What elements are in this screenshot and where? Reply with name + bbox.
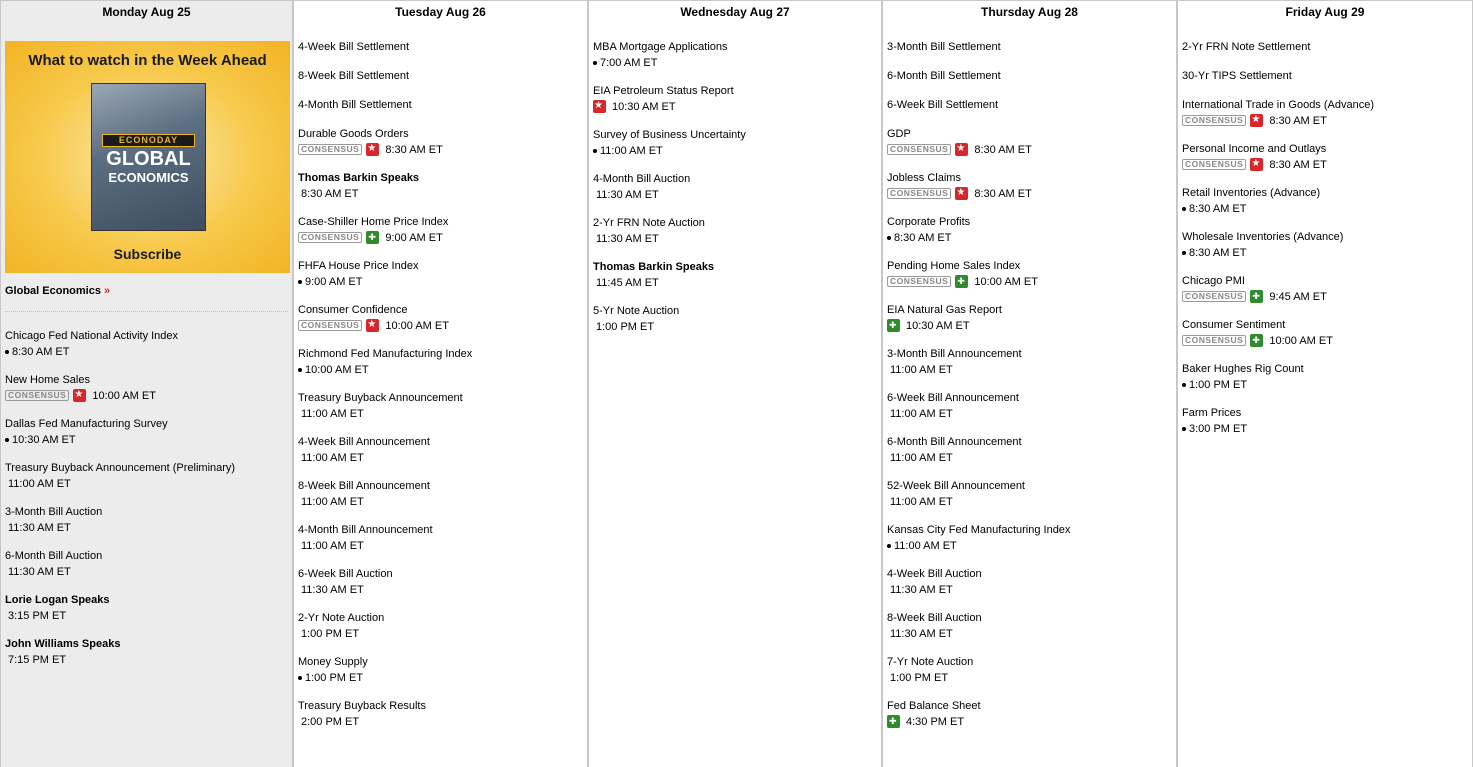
event-meta bbox=[298, 186, 587, 201]
event-meta bbox=[1182, 113, 1472, 128]
event-meta bbox=[887, 406, 1176, 421]
event-item[interactable] bbox=[5, 593, 292, 623]
event-time: 7:15 PM ET bbox=[8, 653, 67, 666]
day-header: Thursday Aug 28 bbox=[981, 5, 1078, 19]
event-name-link[interactable]: 8-Week Bill Auction bbox=[887, 612, 982, 624]
consensus-badge[interactable]: CONSENSUS bbox=[887, 276, 951, 287]
event-meta bbox=[5, 564, 292, 579]
event-meta bbox=[298, 626, 587, 641]
bullet-dot-icon bbox=[298, 280, 302, 284]
event-name-link[interactable]: Durable Goods Orders bbox=[298, 128, 409, 140]
day-column-monday bbox=[0, 1, 293, 767]
event-item[interactable] bbox=[298, 435, 587, 465]
event-time: 11:00 AM ET bbox=[301, 495, 364, 508]
event-meta bbox=[298, 142, 587, 157]
event-item[interactable] bbox=[887, 40, 1176, 55]
event-item[interactable] bbox=[887, 611, 1176, 641]
event-meta bbox=[298, 274, 587, 289]
merit-plus-icon[interactable] bbox=[366, 231, 379, 244]
event-name-link[interactable]: Lorie Logan Speaks bbox=[5, 594, 110, 606]
consensus-badge[interactable]: CONSENSUS bbox=[298, 232, 362, 243]
merit-plus-icon[interactable] bbox=[887, 319, 900, 332]
event-item[interactable] bbox=[887, 69, 1176, 84]
event-item[interactable] bbox=[593, 84, 881, 114]
event-name-link[interactable]: 5-Yr Note Auction bbox=[593, 305, 680, 317]
event-meta bbox=[593, 275, 881, 290]
event-meta bbox=[1182, 201, 1472, 216]
event-item[interactable] bbox=[5, 417, 292, 447]
event-meta bbox=[5, 432, 292, 447]
event-name-link[interactable]: Jobless Claims bbox=[887, 172, 961, 184]
bullet-dot-icon bbox=[593, 149, 597, 153]
event-time: 11:00 AM ET bbox=[600, 144, 663, 157]
event-item[interactable] bbox=[887, 347, 1176, 377]
event-item[interactable] bbox=[593, 40, 881, 70]
event-item[interactable] bbox=[1182, 98, 1472, 128]
event-item[interactable] bbox=[298, 69, 587, 84]
event-name-link[interactable]: 4-Month Bill Settlement bbox=[298, 99, 412, 111]
merit-plus-icon[interactable] bbox=[1250, 334, 1263, 347]
promo-title: What to watch in the Week Ahead bbox=[28, 52, 267, 69]
event-list bbox=[883, 23, 1176, 729]
event-item[interactable] bbox=[5, 505, 292, 535]
event-item[interactable] bbox=[593, 304, 881, 334]
event-name-link[interactable]: New Home Sales bbox=[5, 374, 90, 386]
event-item[interactable] bbox=[887, 479, 1176, 509]
event-time: 1:00 PM ET bbox=[890, 671, 949, 684]
consensus-badge[interactable]: CONSENSUS bbox=[1182, 335, 1246, 346]
event-time: 1:00 PM ET bbox=[596, 320, 655, 333]
event-meta bbox=[593, 187, 881, 202]
bullet-dot-icon bbox=[1182, 383, 1186, 387]
event-time: 11:00 AM ET bbox=[301, 451, 364, 464]
event-meta bbox=[5, 476, 292, 491]
event-name-link[interactable]: John Williams Speaks bbox=[5, 638, 121, 650]
divider bbox=[5, 311, 288, 312]
event-item[interactable] bbox=[298, 347, 587, 377]
event-name-link[interactable]: 8-Week Bill Settlement bbox=[298, 70, 410, 82]
event-item[interactable] bbox=[887, 127, 1176, 157]
market-mover-star-icon[interactable] bbox=[955, 187, 968, 200]
event-name-link[interactable]: 6-Month Bill Auction bbox=[5, 550, 103, 562]
event-meta bbox=[593, 231, 881, 246]
market-mover-star-icon[interactable] bbox=[366, 143, 379, 156]
event-time: 11:00 AM ET bbox=[8, 477, 71, 490]
consensus-badge[interactable]: CONSENSUS bbox=[1182, 291, 1246, 302]
event-name-link[interactable]: Richmond Fed Manufacturing Index bbox=[298, 348, 473, 360]
event-meta bbox=[298, 318, 587, 333]
event-item[interactable] bbox=[593, 172, 881, 202]
event-name-link[interactable]: 6-Week Bill Announcement bbox=[887, 392, 1019, 404]
event-name-link[interactable]: 4-Week Bill Settlement bbox=[298, 41, 410, 53]
event-name-link[interactable]: 3-Month Bill Auction bbox=[5, 506, 103, 518]
day-header: Monday Aug 25 bbox=[102, 5, 191, 19]
event-time: 1:00 PM ET bbox=[1189, 378, 1248, 391]
event-name-link[interactable]: Consumer Sentiment bbox=[1182, 319, 1286, 331]
event-item[interactable] bbox=[593, 128, 881, 158]
event-meta bbox=[1182, 333, 1472, 348]
event-name-link[interactable]: Treasury Buyback Announcement (Preliminary) bbox=[5, 462, 236, 474]
event-name-link[interactable]: 6-Week Bill Auction bbox=[298, 568, 393, 580]
event-time: 11:00 AM ET bbox=[301, 407, 364, 420]
event-item[interactable] bbox=[5, 637, 292, 667]
event-meta bbox=[887, 186, 1176, 201]
event-name-link[interactable]: 6-Month Bill Announcement bbox=[887, 436, 1022, 448]
event-meta bbox=[887, 626, 1176, 641]
event-time: 10:30 AM ET bbox=[906, 319, 970, 332]
chevron-right-icon: » bbox=[104, 285, 111, 297]
event-meta bbox=[1182, 289, 1472, 304]
event-time: 11:00 AM ET bbox=[890, 407, 953, 420]
event-time: 11:00 AM ET bbox=[301, 539, 364, 552]
event-item[interactable] bbox=[887, 303, 1176, 333]
event-item[interactable] bbox=[1182, 186, 1472, 216]
bullet-dot-icon bbox=[593, 61, 597, 65]
event-time: 8:30 AM ET bbox=[974, 187, 1032, 200]
event-name-link[interactable]: 4-Week Bill Announcement bbox=[298, 436, 430, 448]
consensus-badge[interactable]: CONSENSUS bbox=[887, 144, 951, 155]
event-meta bbox=[5, 608, 292, 623]
market-mover-star-icon[interactable] bbox=[1250, 158, 1263, 171]
merit-plus-icon[interactable] bbox=[955, 275, 968, 288]
event-item[interactable] bbox=[593, 216, 881, 246]
event-item[interactable] bbox=[298, 171, 587, 201]
event-item[interactable] bbox=[298, 391, 587, 421]
event-name-link[interactable]: EIA Natural Gas Report bbox=[887, 304, 1002, 316]
cover-title-line1: GLOBAL bbox=[106, 148, 191, 170]
event-item[interactable] bbox=[887, 655, 1176, 685]
event-item[interactable] bbox=[5, 373, 292, 403]
consensus-badge[interactable]: CONSENSUS bbox=[1182, 115, 1246, 126]
consensus-badge[interactable]: CONSENSUS bbox=[1182, 159, 1246, 170]
event-time: 8:30 AM ET bbox=[385, 143, 443, 156]
event-item[interactable] bbox=[887, 699, 1176, 729]
bullet-dot-icon bbox=[5, 438, 9, 442]
market-mover-star-icon[interactable] bbox=[593, 100, 606, 113]
merit-plus-icon[interactable] bbox=[887, 715, 900, 728]
event-meta bbox=[887, 450, 1176, 465]
consensus-badge[interactable]: CONSENSUS bbox=[298, 320, 362, 331]
event-time: 3:15 PM ET bbox=[8, 609, 67, 622]
event-item[interactable] bbox=[1182, 69, 1472, 84]
event-time: 3:00 PM ET bbox=[1189, 422, 1248, 435]
event-name-link[interactable]: Treasury Buyback Announcement bbox=[298, 392, 463, 404]
event-item[interactable] bbox=[887, 523, 1176, 553]
event-name-link[interactable]: Treasury Buyback Results bbox=[298, 700, 426, 712]
event-item[interactable] bbox=[887, 391, 1176, 421]
event-meta bbox=[5, 520, 292, 535]
event-time: 8:30 AM ET bbox=[1189, 246, 1247, 259]
event-name-link[interactable]: Corporate Profits bbox=[887, 216, 971, 228]
day-column-thursday bbox=[882, 1, 1177, 767]
event-time: 11:30 AM ET bbox=[890, 627, 953, 640]
event-time: 10:00 AM ET bbox=[92, 389, 156, 402]
event-meta bbox=[887, 582, 1176, 597]
event-list bbox=[1, 329, 292, 667]
bullet-dot-icon bbox=[887, 544, 891, 548]
event-meta bbox=[298, 494, 587, 509]
event-item[interactable] bbox=[5, 329, 292, 359]
event-item[interactable] bbox=[1182, 40, 1472, 55]
event-list bbox=[294, 23, 587, 729]
event-name-link[interactable]: 7-Yr Note Auction bbox=[887, 656, 974, 668]
event-name-link[interactable]: Thomas Barkin Speaks bbox=[593, 261, 715, 273]
bullet-dot-icon bbox=[1182, 251, 1186, 255]
cover-title-line2: ECONOMICS bbox=[108, 170, 189, 185]
event-item[interactable] bbox=[298, 40, 587, 55]
week-ahead-promo[interactable] bbox=[5, 41, 290, 273]
event-item[interactable] bbox=[1182, 362, 1472, 392]
day-header: Wednesday Aug 27 bbox=[680, 5, 790, 19]
market-mover-star-icon[interactable] bbox=[73, 389, 86, 402]
event-time: 11:30 AM ET bbox=[890, 583, 953, 596]
event-meta bbox=[1182, 421, 1472, 436]
event-name-link[interactable]: 2-Yr Note Auction bbox=[298, 612, 385, 624]
event-time: 11:30 AM ET bbox=[596, 232, 659, 245]
event-item[interactable] bbox=[593, 260, 881, 290]
event-item[interactable] bbox=[5, 549, 292, 579]
event-meta bbox=[5, 652, 292, 667]
event-meta bbox=[298, 450, 587, 465]
day-column-friday bbox=[1177, 1, 1473, 767]
event-name-link[interactable]: Money Supply bbox=[298, 656, 368, 668]
event-time: 10:00 AM ET bbox=[305, 363, 369, 376]
event-item[interactable] bbox=[887, 567, 1176, 597]
global-economics-link-label: Global Economics bbox=[5, 285, 101, 297]
global-economics-cover-image bbox=[91, 83, 206, 231]
event-name-link[interactable]: 52-Week Bill Announcement bbox=[887, 480, 1025, 492]
event-time: 11:30 AM ET bbox=[596, 188, 659, 201]
bullet-dot-icon bbox=[298, 676, 302, 680]
day-header: Tuesday Aug 26 bbox=[395, 5, 486, 19]
event-name-link[interactable]: 4-Month Bill Auction bbox=[593, 173, 691, 185]
event-name-link[interactable]: GDP bbox=[887, 128, 911, 140]
event-item[interactable] bbox=[298, 259, 587, 289]
event-meta bbox=[298, 670, 587, 685]
event-meta bbox=[593, 319, 881, 334]
event-meta bbox=[593, 55, 881, 70]
market-mover-star-icon[interactable] bbox=[1250, 114, 1263, 127]
event-item[interactable] bbox=[887, 215, 1176, 245]
event-time: 8:30 AM ET bbox=[894, 231, 952, 244]
event-name-link[interactable]: Chicago Fed National Activity Index bbox=[5, 330, 179, 342]
event-item[interactable] bbox=[298, 215, 587, 245]
event-name-link[interactable]: Pending Home Sales Index bbox=[887, 260, 1021, 272]
event-time: 11:00 AM ET bbox=[894, 539, 957, 552]
event-item[interactable] bbox=[887, 98, 1176, 113]
event-item[interactable] bbox=[887, 259, 1176, 289]
bullet-dot-icon bbox=[298, 368, 302, 372]
event-meta bbox=[887, 142, 1176, 157]
event-item[interactable] bbox=[298, 479, 587, 509]
event-item[interactable] bbox=[1182, 142, 1472, 172]
event-time: 8:30 AM ET bbox=[12, 345, 70, 358]
event-name-link[interactable]: Dallas Fed Manufacturing Survey bbox=[5, 418, 168, 430]
event-name-link[interactable]: Wholesale Inventories (Advance) bbox=[1182, 231, 1344, 243]
event-meta bbox=[887, 494, 1176, 509]
event-name-link[interactable]: FHFA House Price Index bbox=[298, 260, 419, 272]
event-meta bbox=[298, 406, 587, 421]
event-meta bbox=[887, 274, 1176, 289]
event-item[interactable] bbox=[5, 461, 292, 491]
event-time: 10:00 AM ET bbox=[974, 275, 1038, 288]
event-name-link[interactable]: EIA Petroleum Status Report bbox=[593, 85, 734, 97]
event-item[interactable] bbox=[298, 303, 587, 333]
event-meta bbox=[887, 230, 1176, 245]
event-time: 10:30 AM ET bbox=[612, 100, 676, 113]
event-name-link[interactable]: 3-Month Bill Settlement bbox=[887, 41, 1001, 53]
event-meta bbox=[5, 344, 292, 359]
event-time: 10:30 AM ET bbox=[12, 433, 76, 446]
consensus-badge[interactable]: CONSENSUS bbox=[298, 144, 362, 155]
event-meta bbox=[593, 143, 881, 158]
event-item[interactable] bbox=[1182, 274, 1472, 304]
event-meta bbox=[298, 538, 587, 553]
event-name-link[interactable]: 3-Month Bill Announcement bbox=[887, 348, 1022, 360]
bullet-dot-icon bbox=[5, 350, 9, 354]
event-time: 8:30 AM ET bbox=[301, 187, 359, 200]
merit-plus-icon[interactable] bbox=[1250, 290, 1263, 303]
event-time: 9:00 AM ET bbox=[385, 231, 443, 244]
event-name-link[interactable]: Farm Prices bbox=[1182, 407, 1242, 419]
event-meta bbox=[887, 362, 1176, 377]
event-item[interactable] bbox=[298, 699, 587, 729]
event-name-link[interactable]: 2-Yr FRN Note Settlement bbox=[1182, 41, 1311, 53]
event-time: 2:00 PM ET bbox=[301, 715, 360, 728]
event-time: 11:00 AM ET bbox=[890, 495, 953, 508]
event-meta bbox=[298, 582, 587, 597]
global-economics-link[interactable] bbox=[5, 285, 288, 297]
event-time: 8:30 AM ET bbox=[1269, 158, 1327, 171]
event-name-link[interactable]: 6-Week Bill Settlement bbox=[887, 99, 999, 111]
event-time: 10:00 AM ET bbox=[1269, 334, 1333, 347]
event-time: 4:30 PM ET bbox=[906, 715, 965, 728]
event-time: 8:30 AM ET bbox=[1269, 114, 1327, 127]
event-meta bbox=[298, 714, 587, 729]
event-name-link[interactable]: Retail Inventories (Advance) bbox=[1182, 187, 1321, 199]
day-column-tuesday bbox=[293, 1, 588, 767]
event-meta bbox=[887, 538, 1176, 553]
consensus-badge[interactable]: CONSENSUS bbox=[887, 188, 951, 199]
event-meta bbox=[298, 362, 587, 377]
event-name-link[interactable]: International Trade in Goods (Advance) bbox=[1182, 99, 1375, 111]
event-time: 11:30 AM ET bbox=[8, 565, 71, 578]
event-name-link[interactable]: Case-Shiller Home Price Index bbox=[298, 216, 449, 228]
event-time: 9:45 AM ET bbox=[1269, 290, 1327, 303]
event-name-link[interactable]: Thomas Barkin Speaks bbox=[298, 172, 420, 184]
event-item[interactable] bbox=[298, 655, 587, 685]
event-item[interactable] bbox=[298, 523, 587, 553]
event-name-link[interactable]: Chicago PMI bbox=[1182, 275, 1245, 287]
event-name-link[interactable]: 2-Yr FRN Note Auction bbox=[593, 217, 705, 229]
event-name-link[interactable]: 30-Yr TIPS Settlement bbox=[1182, 70, 1292, 82]
subscribe-button[interactable]: Subscribe bbox=[113, 246, 182, 262]
event-item[interactable] bbox=[1182, 230, 1472, 260]
event-list bbox=[589, 23, 881, 334]
market-mover-star-icon[interactable] bbox=[955, 143, 968, 156]
event-time: 1:00 PM ET bbox=[301, 627, 360, 640]
event-time: 9:00 AM ET bbox=[305, 275, 363, 288]
day-header: Friday Aug 29 bbox=[1285, 5, 1365, 19]
event-meta bbox=[887, 714, 1176, 729]
event-time: 11:00 AM ET bbox=[890, 363, 953, 376]
event-name-link[interactable]: 6-Month Bill Settlement bbox=[887, 70, 1001, 82]
market-mover-star-icon[interactable] bbox=[366, 319, 379, 332]
event-name-link[interactable]: 4-Week Bill Auction bbox=[887, 568, 982, 580]
consensus-badge[interactable]: CONSENSUS bbox=[5, 390, 69, 401]
event-list bbox=[1178, 23, 1472, 436]
event-meta bbox=[887, 318, 1176, 333]
event-name-link[interactable]: Survey of Business Uncertainty bbox=[593, 129, 746, 141]
event-item[interactable] bbox=[887, 435, 1176, 465]
event-time: 11:30 AM ET bbox=[301, 583, 364, 596]
event-name-link[interactable]: Fed Balance Sheet bbox=[887, 700, 981, 712]
event-time: 8:30 AM ET bbox=[1189, 202, 1247, 215]
event-name-link[interactable]: Baker Hughes Rig Count bbox=[1182, 363, 1304, 375]
event-time: 11:45 AM ET bbox=[596, 276, 659, 289]
event-item[interactable] bbox=[1182, 406, 1472, 436]
event-meta bbox=[1182, 157, 1472, 172]
event-meta bbox=[887, 670, 1176, 685]
event-meta bbox=[298, 230, 587, 245]
econoday-logo: ECONODAY bbox=[102, 134, 195, 147]
event-item[interactable] bbox=[298, 611, 587, 641]
day-column-wednesday bbox=[588, 1, 882, 767]
event-item[interactable] bbox=[298, 567, 587, 597]
event-name-link[interactable]: Kansas City Fed Manufacturing Index bbox=[887, 524, 1071, 536]
event-time: 8:30 AM ET bbox=[974, 143, 1032, 156]
bullet-dot-icon bbox=[1182, 207, 1186, 211]
event-name-link[interactable]: 4-Month Bill Announcement bbox=[298, 524, 433, 536]
event-meta bbox=[1182, 377, 1472, 392]
event-time: 10:00 AM ET bbox=[385, 319, 449, 332]
event-name-link[interactable]: Personal Income and Outlays bbox=[1182, 143, 1327, 155]
event-time: 11:00 AM ET bbox=[890, 451, 953, 464]
event-time: 1:00 PM ET bbox=[305, 671, 364, 684]
event-name-link[interactable]: MBA Mortgage Applications bbox=[593, 41, 728, 53]
event-item[interactable] bbox=[1182, 318, 1472, 348]
event-item[interactable] bbox=[887, 171, 1176, 201]
event-time: 11:30 AM ET bbox=[8, 521, 71, 534]
event-item[interactable] bbox=[298, 127, 587, 157]
event-meta bbox=[1182, 245, 1472, 260]
bullet-dot-icon bbox=[1182, 427, 1186, 431]
event-meta bbox=[593, 99, 881, 114]
event-name-link[interactable]: 8-Week Bill Announcement bbox=[298, 480, 430, 492]
bullet-dot-icon bbox=[887, 236, 891, 240]
event-meta bbox=[5, 388, 292, 403]
event-name-link[interactable]: Consumer Confidence bbox=[298, 304, 408, 316]
event-time: 7:00 AM ET bbox=[600, 56, 658, 69]
event-item[interactable] bbox=[298, 98, 587, 113]
